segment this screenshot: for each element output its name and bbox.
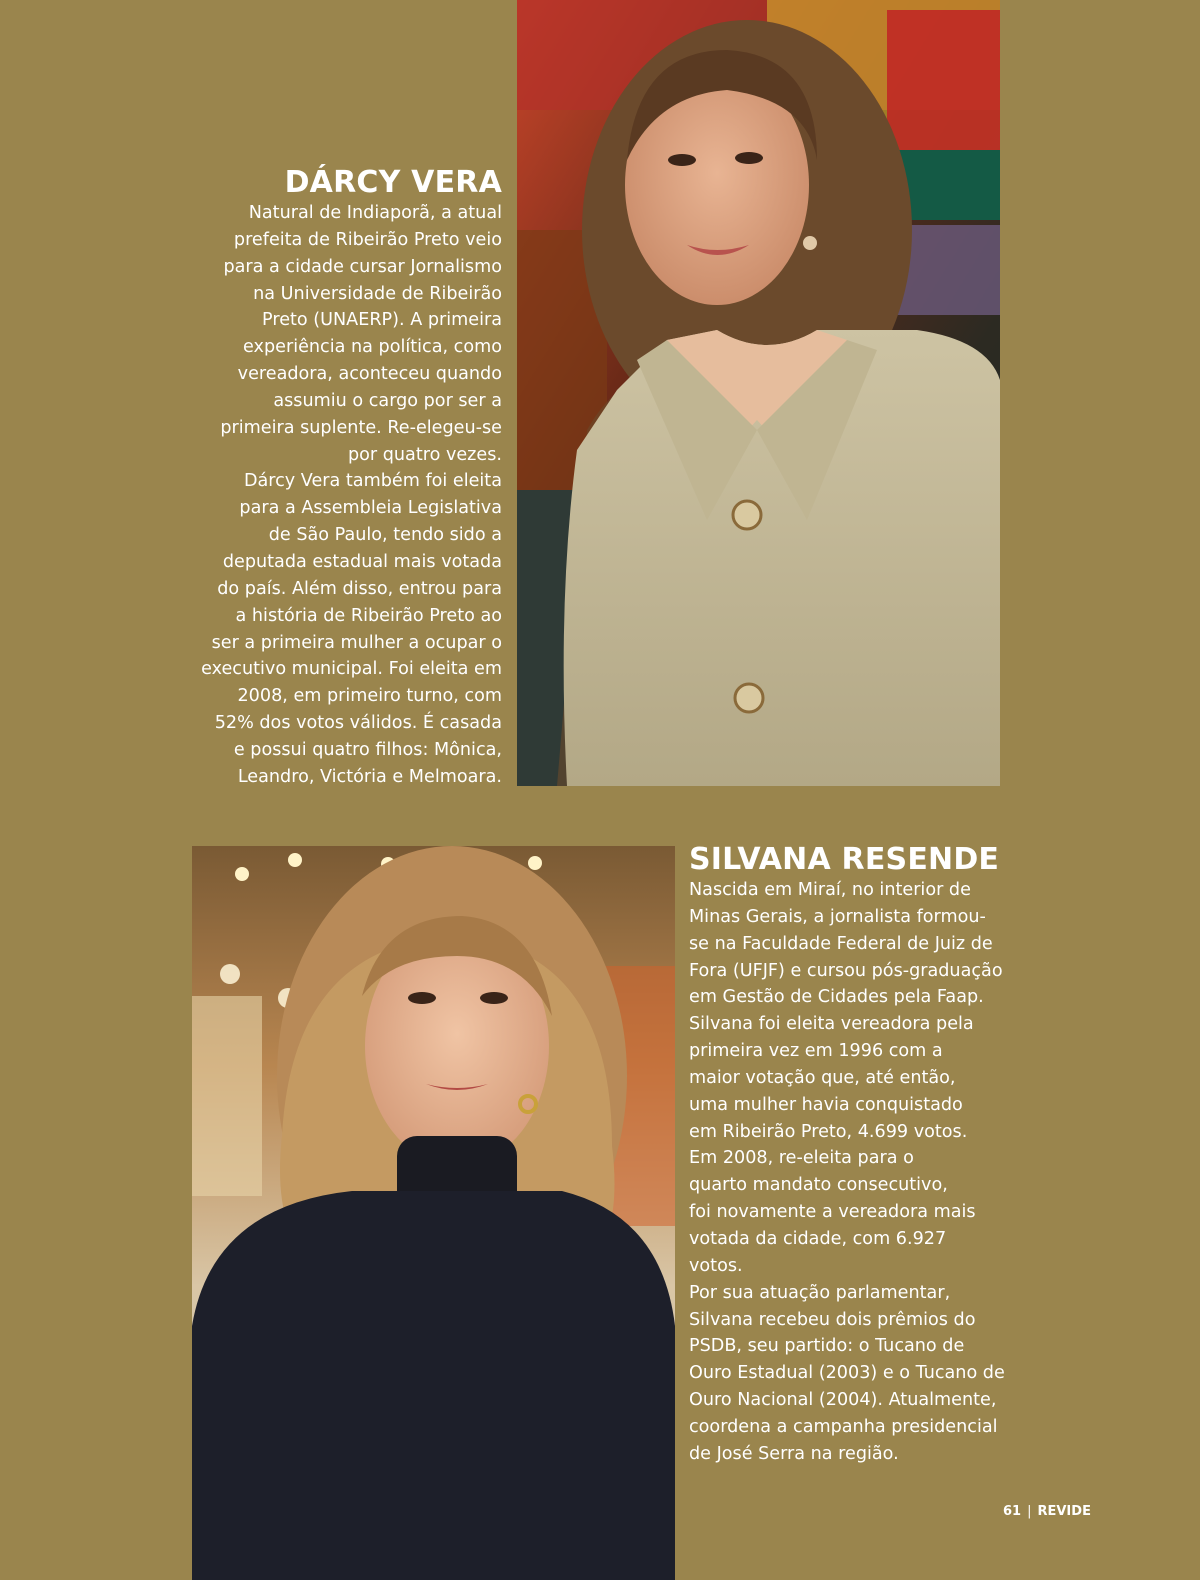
bio-paragraph — [190, 468, 502, 790]
bio-line: a história de Ribeirão Preto ao — [235, 605, 502, 626]
bio-line: quarto mandato consecutivo, — [689, 1175, 948, 1196]
silvana-resende-name: SILVANA RESENDE — [689, 842, 1000, 877]
bio-line: prefeita de Ribeirão Preto veio — [233, 229, 502, 250]
bio-line: de São Paulo, tendo sido a — [268, 525, 502, 546]
darcy-vera-name: DÁRCY VERA — [284, 165, 502, 200]
bio-paragraph — [689, 1280, 1019, 1468]
bio-line: coordena a campanha presidencial — [689, 1416, 998, 1437]
bio-line: primeira suplente. Re-elegeu-se — [220, 417, 502, 438]
bio-line: primeira vez em 1996 com a — [689, 1041, 943, 1062]
silvana-resende-bio — [689, 877, 1019, 1468]
bio-line: Dárcy Vera também foi eleita — [243, 471, 502, 492]
bio-line: deputada estadual mais votada — [222, 551, 502, 572]
bio-line: 52% dos votos válidos. É casada — [214, 713, 502, 734]
bio-line: experiência na política, como — [243, 337, 502, 358]
footer-separator: | — [1027, 1504, 1032, 1519]
page-footer — [1003, 1504, 1091, 1519]
bio-line: em Gestão de Cidades pela Faap. — [689, 987, 984, 1008]
bio-line: Silvana foi eleita vereadora pela — [689, 1014, 974, 1035]
bio-line: votada da cidade, com 6.927 — [689, 1228, 947, 1249]
bio-line: em Ribeirão Preto, 4.699 votos. — [689, 1121, 968, 1142]
bio-line: vereadora, aconteceu quando — [237, 364, 502, 385]
bio-line: por quatro vezes. — [347, 444, 502, 465]
bio-line: Leandro, Victória e Melmoara. — [237, 766, 502, 787]
bio-line: maior votação que, até então, — [689, 1067, 956, 1088]
bio-line: Ouro Nacional (2004). Atualmente, — [689, 1390, 997, 1411]
bio-paragraph — [689, 877, 1019, 1280]
bio-line: executivo municipal. Foi eleita em — [201, 659, 502, 680]
bio-line: para a Assembleia Legislativa — [239, 498, 502, 519]
bio-line: de José Serra na região. — [689, 1443, 899, 1464]
bio-line: e possui quatro filhos: Mônica, — [233, 739, 502, 760]
bio-line: se na Faculdade Federal de Juiz de — [689, 933, 993, 954]
darcy-vera-photo — [517, 0, 1000, 786]
bio-line: Fora (UFJF) e cursou pós-graduação — [689, 960, 1003, 981]
bio-line: Ouro Estadual (2003) e o Tucano de — [689, 1363, 1005, 1384]
bio-line: votos. — [689, 1255, 743, 1276]
darcy-vera-bio — [190, 200, 502, 791]
bio-line: Por sua atuação parlamentar, — [689, 1282, 951, 1303]
bio-paragraph — [190, 200, 502, 468]
bio-line: para a cidade cursar Jornalismo — [223, 256, 502, 277]
bio-line: Silvana recebeu dois prêmios do — [689, 1309, 976, 1330]
bio-line: Natural de Indiaporã, a atual — [248, 203, 502, 223]
bio-line: 2008, em primeiro turno, com — [237, 686, 502, 707]
bio-line: ser a primeira mulher a ocupar o — [211, 632, 502, 653]
bio-line: do país. Além disso, entrou para — [217, 578, 502, 599]
bio-line: Nascida em Miraí, no interior de — [689, 880, 971, 900]
bio-line: Preto (UNAERP). A primeira — [262, 310, 502, 331]
bio-line: Em 2008, re-eleita para o — [689, 1148, 914, 1169]
bio-line: uma mulher havia conquistado — [689, 1094, 963, 1115]
page-number: 61 — [1003, 1504, 1022, 1519]
bio-line: Minas Gerais, a jornalista formou- — [689, 906, 986, 927]
bio-line: PSDB, seu partido: o Tucano de — [689, 1336, 965, 1357]
magazine-name: REVIDE — [1037, 1504, 1091, 1519]
silvana-resende-photo — [192, 846, 675, 1580]
bio-line: foi novamente a vereadora mais — [689, 1202, 976, 1223]
bio-line: assumiu o cargo por ser a — [273, 390, 502, 411]
bio-line: na Universidade de Ribeirão — [253, 283, 502, 304]
